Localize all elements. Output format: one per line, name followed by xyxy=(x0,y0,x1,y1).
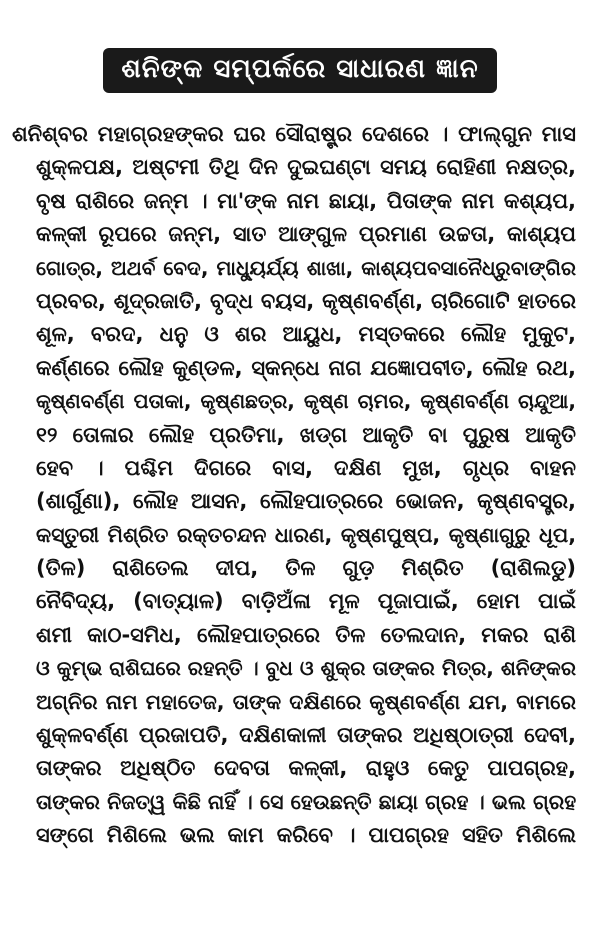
body-line: ଓ କୁମ୍ଭ ରାଶିଘରେ ରହନ୍ତି । ବୁଧ ଓ ଶୁକ୍ର ତାଙ୍କର ମିତ୍ର, ଶନିଙ୍କର xyxy=(36,656,576,681)
body-line: ଅଗ୍ନିର ନାମ ମହାତେଜ, ତାଙ୍କ ଦକ୍ଷିଣରେ କୃଷ୍ଣବର୍ଣ୍ଣ ଯମ, ବାମରେ xyxy=(36,689,576,714)
body-line: ଶନିଶ୍ବର ମହାଗ୍ରହଙ୍କର ଘର ସୌରାଷ୍ଟ୍ର ଦେଶରେ । ଫାଲ୍‌ଗୁନ ମାସ xyxy=(12,122,576,146)
body-line: ହେବ । ପଶ୍ଚିମ ଦିଗରେ ବାସ, ଦକ୍ଷିଣ ମୁଖ, ଗୃଧ୍ର ବାହନ xyxy=(36,455,576,480)
body-line: ୧୨ ତୋଳାର ଲୌହ ପ୍ରତିମା, ଖଡ୍‌ଗ ଆକୃତି ବା ପୁରୁଷ ଆକୃତି xyxy=(36,422,576,447)
title-banner xyxy=(0,48,600,93)
article-title: ଶନିଙ୍କ ସମ୍ପର୍କରେ ସାଧାରଣ ଜ୍ଞାନ xyxy=(121,54,479,84)
body-line: କସ୍ତୁରୀ ମିଶ୍ରିତ ରକ୍ତଚନ୍ଦନ ଧାରଣ, କୃଷ୍ଣପୁଷ୍ପ, କୃଷ୍ଣାଗୁରୁ ଧୂପ, xyxy=(36,522,576,547)
title-box xyxy=(103,48,496,93)
body-line: (ତିଳ) ରାଶିତେଲ ଦୀପ, ତିଳ ଗୁଡ଼ ମିଶ୍ରିତ (ରାଶିଲଡୁ) xyxy=(36,556,576,581)
body-line: ଶୁକ୍ଳପକ୍ଷ, ଅଷ୍ଟମୀ ତିଥି ଦିନ ଦୁଇଘଣ୍ଟା ସମୟ ରୋହିଣୀ ନକ୍ଷତ୍ର, xyxy=(36,155,576,180)
body-line: ତାଙ୍କର ନିଜତ୍ୱ କିଛି ନାହିଁ । ସେ ହେଉଛନ୍ତି ଛାୟା ଗ୍ରହ । ଭଲ ଗ୍ରହ xyxy=(36,789,576,814)
body-line: ସଙ୍ଗେ ମିଶିଲେ ଭଲ କାମ କରିବେ । ପାପଗ୍ରହ ସହିତ ମିଶିଲେ xyxy=(36,823,576,848)
article-body xyxy=(12,118,576,853)
body-line: ନୈବିଦ୍ୟ, (ବାତ୍ୟାଳ) ବାଡ଼ିଅଁଳା ମୂଳ ପୂଜାପାଇଁ, ହୋମ ପାଇଁ xyxy=(36,589,576,614)
body-line: କଳ୍‌କୀ ରୂପରେ ଜନ୍ମ, ସାତ ଆଙ୍ଗୁଳ ପ୍ରମାଣ ଉଚ୍ଚତା, କାଶ୍ୟପ xyxy=(36,222,576,247)
body-line: ଶୂଳ, ବରଦ, ଧନୁ ଓ ଶର ଆୟୁଧ, ମସ୍ତକରେ ଲୌହ ମୁକୁଟ, xyxy=(36,322,576,347)
body-line: ଶମୀ କାଠ-ସମିଧ, ଲୌହପାତ୍ରରେ ତିଳ ତେଲଦାନ, ମକର ରାଶି xyxy=(36,622,576,647)
body-line: କର୍ଣ୍ଣରେ ଲୌହ କୁଣ୍ଡଳ, ସ୍କନ୍ଧେ ନାଗ ଯଜ୍ଞୋପବୀତ, ଲୌହ ରଥ, xyxy=(36,355,576,380)
body-line: (ଶାର୍ଗୁଣା), ଲୌହ ଆସନ, ଲୌହପାତ୍ରରେ ଭୋଜନ, କୃଷ୍ଣବସ୍ତ୍ର, xyxy=(36,489,576,514)
body-line: ତାଙ୍କର ଅଧିଷ୍ଠିତ ଦେବତା କଳ୍‌କୀ, ରାହୁଓ କେତୁ ପାପଗ୍ରହ, xyxy=(36,756,576,781)
body-line: ବୃଷ ରାଶିରେ ଜନ୍ମ । ମା'ଙ୍କ ନାମ ଛାୟା, ପିତାଙ୍କ ନାମ କଶ୍ୟପ, xyxy=(36,188,576,213)
body-line: କୃଷ୍ଣବର୍ଣ୍ଣ ପତାକା, କୃଷ୍ଣଛତ୍ର, କୃଷ୍ଣ ଚାମର, କୃଷ୍ଣବର୍ଣ୍ଣ ଚାନ୍ଦୁଆ, xyxy=(36,389,576,414)
body-line: ଗୋତ୍ର, ଅଥର୍ବ ବେଦ, ମାଧ୍ୟୁର୍ଯ୍ୟ ଶାଖା, କାଶ୍ୟପବସାନୈଧ୍ରୁବାଙ୍ଗିର xyxy=(36,255,576,280)
body-line: ପ୍ରବର, ଶୂଦ୍ରଜାତି, ବୃଦ୍ଧ ବୟସ, କୃଷ୍ଣବର୍ଣ୍ଣ, ଚାରିଗୋଟି ହାତରେ xyxy=(36,288,576,313)
body-line: ଶୁକ୍ଳବର୍ଣ୍ଣ ପ୍ରଜାପତି, ଦକ୍ଷିଣକାଳୀ ତାଙ୍କର ଅଧିଷ୍ଠାତ୍ରୀ ଦେବୀ, xyxy=(36,723,576,748)
